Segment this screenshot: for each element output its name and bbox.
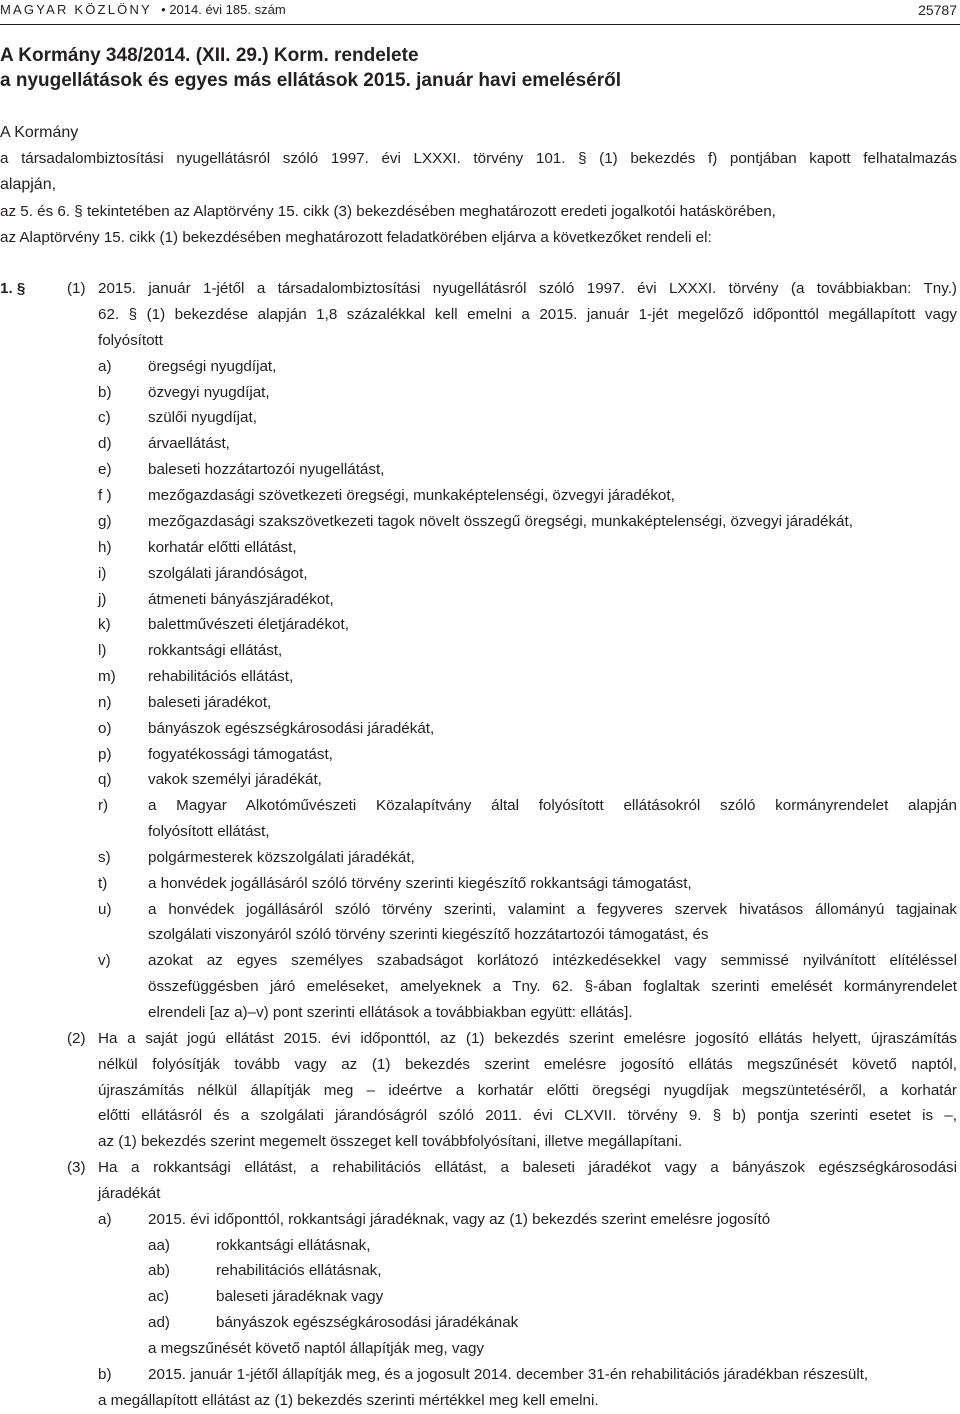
item-text: folyósított ellátást, (148, 823, 270, 840)
item-label: k) (98, 616, 111, 633)
item-label: r) (98, 797, 109, 814)
item-text: mezőgazdasági szakszövetkezeti tagok növelt összegű öregségi, munkaképtelenségi, özvegyi járadékát, (148, 513, 853, 530)
item-text: rokkantsági ellátást, (148, 642, 283, 659)
item-label: b) (98, 384, 112, 401)
item-label: b) (98, 1366, 112, 1383)
item-text: szülői nyugdíjat, (148, 409, 257, 426)
item-text: baleseti járadékot, (148, 694, 272, 711)
paragraph-line: folyósított (98, 332, 163, 349)
item-text: azokat az egyes személyes szabadságot korlátozó intézkedésekkel vagy semmissé nyilvánított elítéléssel (148, 952, 957, 969)
item-label: n) (98, 694, 112, 711)
item-text: mezőgazdasági szövetkezeti öregségi, munkaképtelenségi, özvegyi járadékot, (148, 487, 675, 504)
item-text: balettművészeti életjáradékot, (148, 616, 349, 633)
decree-title-line2: a nyugellátások és egyes más ellátások 2015. január havi emeléséről (0, 70, 622, 91)
paragraph-label: (3) (67, 1159, 86, 1176)
item-text: baleseti hozzátartozói nyugellátást, (148, 461, 385, 478)
item-label: p) (98, 746, 112, 763)
header-bullet: • (161, 2, 166, 17)
subitem-text: rehabilitációs ellátásnak, (216, 1262, 382, 1279)
paragraph-line: újraszámítás nélkül állapítják meg – ideértve a korhatár előtti öregségi nyugdíjak megszüntetéséről, a korhatár (98, 1082, 957, 1099)
paragraph-line: a megállapított ellátást az (1) bekezdés szerinti mértékkel meg kell emelni. (98, 1392, 599, 1409)
paragraph-label: (1) (67, 280, 86, 297)
item-text: szolgálati járandóságot, (148, 565, 308, 582)
paragraph-line: Ha a saját jogú ellátást 2015. évi időponttól, az (1) bekezdés szerint emelésre jogosító ellátás helyett, újraszámítás (98, 1030, 957, 1047)
subitem-label: aa) (148, 1237, 170, 1254)
item-text: fogyatékossági támogatást, (148, 746, 333, 763)
item-label: q) (98, 771, 112, 788)
item-label: m) (98, 668, 116, 685)
journal-name: MAGYAR KÖZLÖNY (0, 2, 152, 17)
item-text: szolgálati viszonyáról szóló törvény szerinti kiegészítő hozzátartozói támogatást, és (148, 926, 709, 943)
item-label: o) (98, 720, 112, 737)
item-label: e) (98, 461, 112, 478)
subitem-text: bányászok egészségkárosodási járadékának (216, 1314, 519, 1331)
item-label: v) (98, 952, 111, 969)
item-text: elrendeli [az a)–v) pont szerinti ellátások a továbbiakban együtt: ellátás]. (148, 1004, 633, 1021)
preamble-line: az 5. és 6. § tekintetében az Alaptörvény 15. cikk (3) bekezdésében meghatározott eredeti jogalkotói hatáskörében, (0, 203, 776, 220)
paragraph-line: az (1) bekezdés szerint megemelt összeget kell továbbfolyósítani, illetve megállapítani. (98, 1133, 683, 1150)
item-label: f ) (98, 487, 112, 504)
item-label: t) (98, 875, 108, 892)
decree-title-line1: A Kormány 348/2014. (XII. 29.) Korm. rendelete (0, 45, 419, 66)
item-text: a honvédek jogállásáról szóló törvény szerinti, valamint a fegyveres szervek hivatásos állományú tagjainak (148, 901, 957, 918)
journal-header (0, 2, 286, 17)
item-text: összefüggésben járó emeléseket, amelyeknek a Tny. 62. §-ában foglaltak szerinti emelését kormányrendelet (148, 978, 957, 995)
item-text: korhatár előtti ellátást, (148, 539, 297, 556)
item-text: öregségi nyugdíjat, (148, 358, 277, 375)
subitem-text: baleseti járadéknak vagy (216, 1288, 384, 1305)
preamble-line: alapján, (0, 176, 57, 193)
header-rule (0, 24, 960, 25)
item-text: árvaellátást, (148, 435, 230, 452)
paragraph-line: előtti ellátásról és a szolgálati járandóságról szóló 2011. évi CLXVII. törvény 9. § b) pontja szerinti esetet is –, (98, 1107, 957, 1124)
item-label: h) (98, 539, 112, 556)
section-number: 1. § (0, 280, 26, 297)
paragraph-label: (2) (67, 1030, 86, 1047)
item-label: g) (98, 513, 112, 530)
preamble-line: az Alaptörvény 15. cikk (1) bekezdésében meghatározott feladatkörében eljárva a következőket rendeli el: (0, 229, 712, 246)
item-text: rehabilitációs ellátást, (148, 668, 294, 685)
item-text: özvegyi nyugdíjat, (148, 384, 270, 401)
paragraph-line: 62. § (1) bekezdése alapján 1,8 százalékkal kell emelni a 2015. január 1-jét megelőző időponttól megállapított vagy (98, 306, 957, 323)
item-label: a) (98, 1211, 112, 1228)
item-text: átmeneti bányászjáradékot, (148, 591, 334, 608)
item-label: d) (98, 435, 112, 452)
item-label: l) (98, 642, 107, 659)
item-text: a honvédek jogállásáról szóló törvény szerinti kiegészítő rokkantsági támogatást, (148, 875, 692, 892)
paragraph-line: 2015. január 1-jétől a társadalombiztosítási nyugellátásról szóló 1997. évi LXXXI. törvény (a továbbiakban: Tny.) (98, 280, 957, 297)
item-label: c) (98, 409, 111, 426)
page-number: 25787 (918, 2, 957, 18)
item-text: a megszűnését követő naptól állapítják meg, vagy (148, 1340, 485, 1357)
item-label: j) (98, 591, 107, 608)
item-label: a) (98, 358, 112, 375)
issue-number: 2014. évi 185. szám (169, 2, 286, 17)
subitem-label: ad) (148, 1314, 170, 1331)
paragraph-line: nélkül folyósítják tovább vagy az (1) bekezdés szerint emelésre jogosító ellátás megszűnését követő naptól, (98, 1056, 957, 1073)
item-text: vakok személyi járadékát, (148, 771, 322, 788)
page-header (0, 2, 957, 24)
item-text: 2015. évi időponttól, rokkantsági járadéknak, vagy az (1) bekezdés szerint emelésre jogosító (148, 1211, 771, 1228)
item-label: s) (98, 849, 111, 866)
item-text: a Magyar Alkotóművészeti Közalapítvány által folyósított ellátásokról szóló kormányrendelet alapján (148, 797, 957, 814)
subitem-label: ab) (148, 1262, 170, 1279)
paragraph-line: Ha a rokkantsági ellátást, a rehabilitációs ellátást, a baleseti járadékot vagy a bányászok egészségkárosodási (98, 1159, 957, 1176)
item-text: 2015. január 1-jétől állapítják meg, és a jogosult 2014. december 31-én rehabilitációs járadékban részesült, (148, 1366, 869, 1383)
item-text: polgármesterek közszolgálati járadékát, (148, 849, 415, 866)
paragraph-line: járadékát (98, 1185, 161, 1202)
item-text: bányászok egészségkárosodási járadékát, (148, 720, 435, 737)
preamble-line: a társadalombiztosítási nyugellátásról szóló 1997. évi LXXXI. törvény 101. § (1) bekezdés f) pontjában kapott felhatalmazás (0, 150, 957, 167)
item-label: u) (98, 901, 112, 918)
subitem-label: ac) (148, 1288, 170, 1305)
item-label: i) (98, 565, 107, 582)
subitem-text: rokkantsági ellátásnak, (216, 1237, 371, 1254)
preamble-line: A Kormány (0, 124, 79, 141)
